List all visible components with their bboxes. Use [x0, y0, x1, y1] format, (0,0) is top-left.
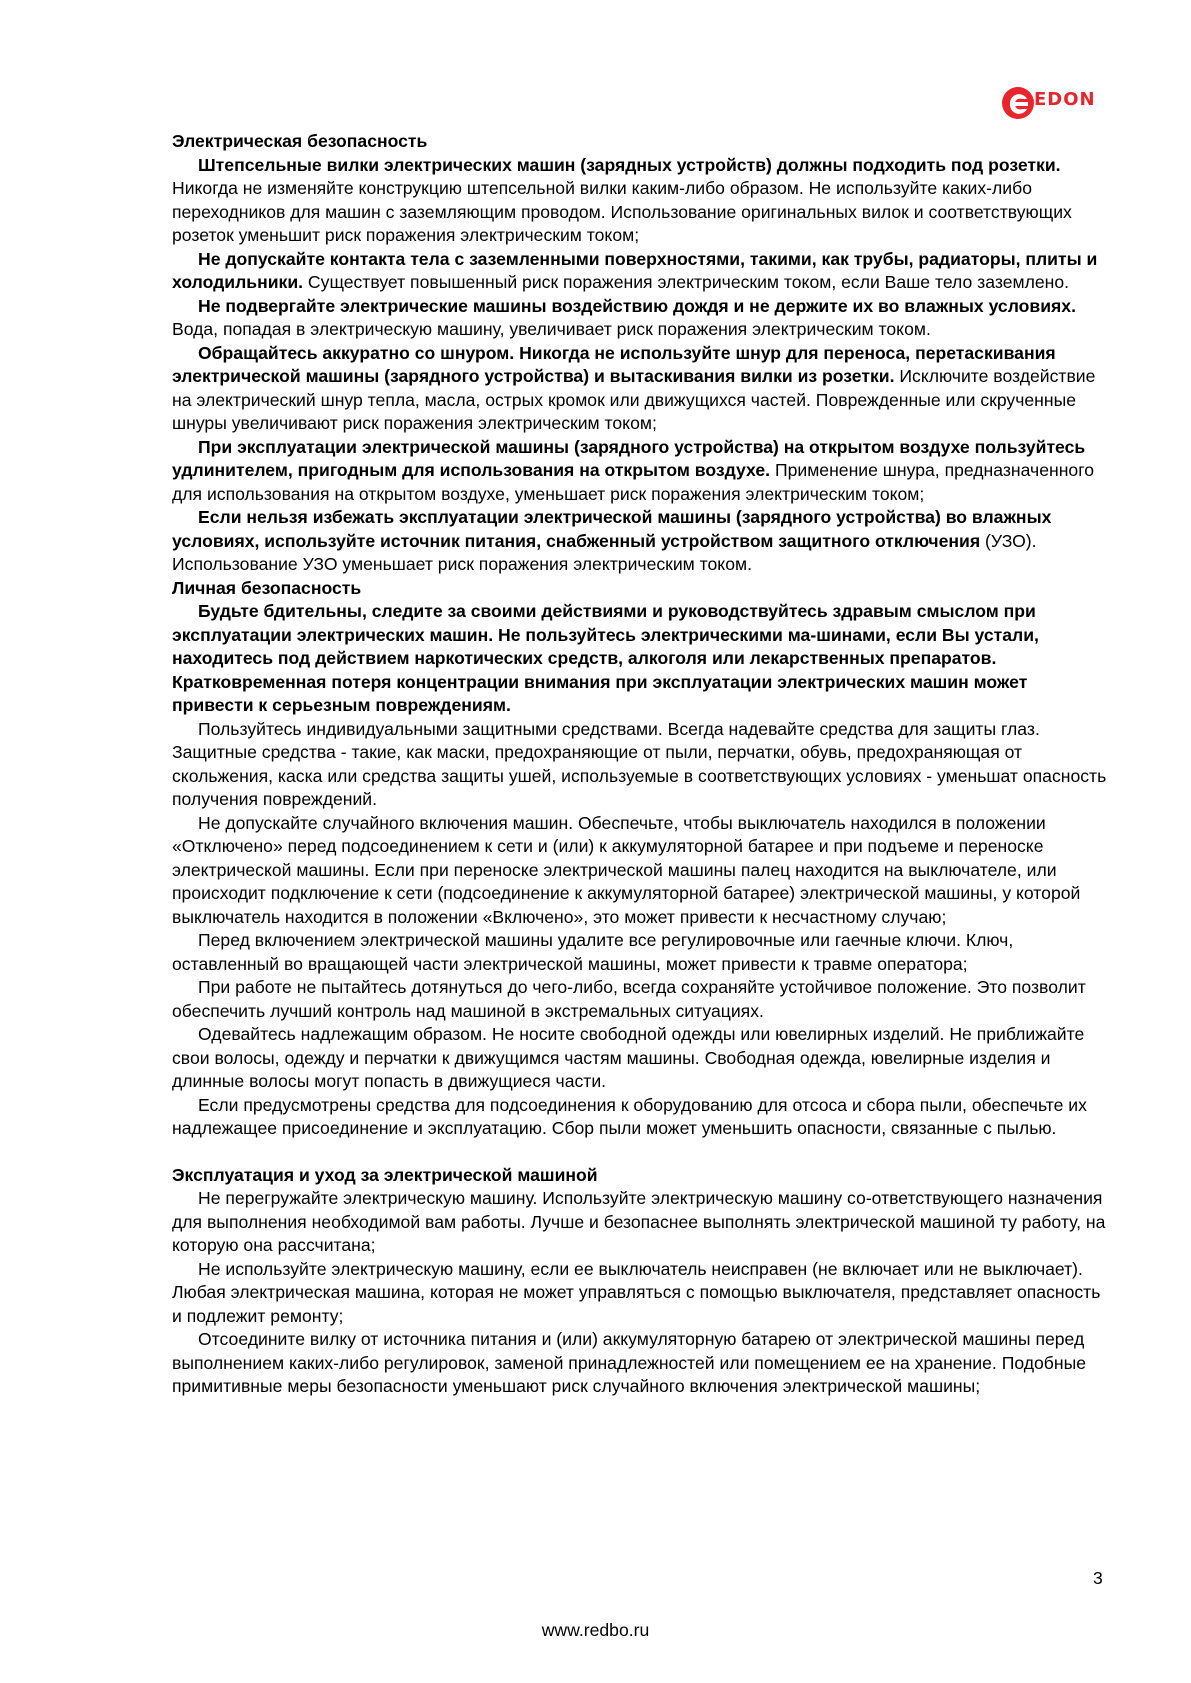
- paragraph-text: (УЗО). Использование УЗО уменьшает риск поражения электрическим током.: [172, 530, 1037, 574]
- bold-lead: При эксплуатации электрической машины (зарядного устройства) на открытом воздухе пользуйтесь удлинителем, пригодным для использования на открытом воздухе.: [172, 436, 1086, 480]
- paragraph: При работе не пытайтесь дотянуться до чего-либо, всегда сохраняйте устойчивое положение. Это позволит обеспечить лучший контроль над машиной в экстремальных ситуациях.: [172, 977, 1086, 1021]
- paragraph-text: Исключите воздействие на электрический шнур тепла, масла, острых кромок или движущихся частей. Поврежденные или скрученные шнуры увеличивают риск поражения электрическим током;: [172, 366, 1096, 433]
- paragraph: [172, 506, 1109, 577]
- paragraph: Перед включением электрической машины удалите все регулировочные или гаечные ключи. Ключ, оставленный во вращающей части электрической машины, может привести к травме оператора;: [172, 930, 1014, 974]
- paragraph: Одевайтесь надлежащим образом. Не носите свободной одежды или ювелирных изделий. Не приближайте свои волосы, одежду и перчатки к движущимся частям машины. Свободная одежда, ювелирные изделия и длинные волосы могут попасть в движущиеся части.: [172, 1024, 1085, 1091]
- paragraph: Пользуйтесь индивидуальными защитными средствами. Всегда надевайте средства для защиты глаз. Защитные средства - такие, как маски, предохраняющие от пыли, перчатки, обувь, предохраняющая от скольжения, каска или средства защиты ушей, используемые в соответствующих условиях - уменьшат опасность получения повреждений.: [172, 718, 1107, 809]
- paragraph: [172, 600, 1109, 718]
- document-body: [172, 130, 1109, 1399]
- paragraph: [172, 436, 1109, 507]
- footer-url: www.redbo.ru: [541, 1620, 650, 1640]
- logo-text: EDON: [1034, 89, 1096, 110]
- section-title-electrical: Электрическая безопасность: [172, 131, 428, 151]
- paragraph: Не используйте электрическую машину, если ее выключатель неисправен (не включает или не выключает). Любая электрическая машина, которая не может управляться с помощью выключателя, представляет опасность и подлежит ремонту;: [172, 1258, 1101, 1326]
- paragraph: Если предусмотрены средства для подсоединения к оборудованию для отсоса и сбора пыли, обеспечьте их надлежащее присоединение и эксплуатацию. Сбор пыли может уменьшить опасности, связанные с пылью.: [172, 1094, 1087, 1138]
- paragraph-text: Существует повышенный риск поражения электрическим током, если Ваше тело заземлено.: [303, 272, 1070, 292]
- paragraph-text: Вода, попадая в электрическую машину, увеличивает риск поражения электрическим током.: [172, 319, 931, 339]
- spacer: [172, 1141, 1109, 1164]
- paragraph: Не допускайте случайного включения машин. Обеспечьте, чтобы выключатель находился в положении «Отключено» перед подсоединением к сети и (или) к аккумуляторной батарее и при подъеме и переноске электрической машины. Если при переноске электрической машины палец находится на выключателе, или происходит подключение к сети (подсоединение к аккумуляторной батарее) электрической машины, у которой выключатель находится в положении «Включено», это может привести к несчастному случаю;: [172, 812, 1081, 927]
- paragraph: Не перегружайте электрическую машину. Используйте электрическую машину со-ответствующего назначения для выполнения необходимой вам работы. Лучше и безопаснее выполнять электрической машиной ту работу, на которую она рассчитана;: [172, 1188, 1106, 1255]
- page-number: 3: [1093, 1568, 1103, 1588]
- section-title-operation: Эксплуатация и уход за электрической машиной: [172, 1164, 598, 1185]
- bold-lead: Штепсельные вилки электрических машин (зарядных устройств) должны подходить под розетки.: [198, 154, 1061, 175]
- bold-lead: Если нельзя избежать эксплуатации электрической машины (зарядного устройства) во влажных условиях, используйте источник питания, снабженный устройством защитного отключения: [172, 507, 1052, 551]
- paragraph: [172, 248, 1109, 295]
- paragraph: [172, 154, 1109, 248]
- paragraph-text: Никогда не изменяйте конструкцию штепсельной вилки каким-либо образом. Не используйте каких-либо переходников для машин с заземляющим проводом. Использование оригинальных вилок и соответствующих розеток уменьшит риск поражения электрическим током;: [172, 178, 1072, 245]
- paragraph-text: Применение шнура, предназначенного для использования на открытом воздухе, уменьшает риск поражения электрическим током;: [172, 460, 1095, 504]
- paragraph: Отсоедините вилку от источника питания и (или) аккумуляторную батарею от электрической машины перед выполнением каких-либо регулировок, заменой принадлежностей или помещением ее на хранение. Подобные примитивные меры безопасности уменьшают риск случайного включения электрической машины;: [172, 1329, 1087, 1396]
- bold-lead: Не допускайте контакта тела с заземленными поверхностями, такими, как трубы, радиаторы, плиты и холодильники.: [172, 248, 1098, 292]
- bold-lead: Будьте бдительны, следите за своими действиями и руководствуйтесь здравым смыслом при эксплуатации электрических машин. Не пользуйтесь электрическими ма-шинами, если Вы устали, находитесь под действием наркотических средств, алкоголя или лекарственных препаратов. Кратковременная потеря концентрации внимания при эксплуатации электрических машин может привести к серьезным повреждениям.: [172, 601, 1039, 715]
- paragraph: [172, 342, 1109, 436]
- bold-lead: Обращайтесь аккуратно со шнуром. Никогда не используйте шнур для переноса, перетаскивания электрической машины (зарядного устройства) и вытаскивания вилки из розетки.: [172, 342, 1056, 386]
- paragraph: [172, 295, 1109, 342]
- section-title-personal: Личная безопасность: [172, 577, 362, 598]
- bold-lead: Не подвергайте электрические машины воздействию дождя и не держите их во влажных условиях.: [198, 295, 1076, 316]
